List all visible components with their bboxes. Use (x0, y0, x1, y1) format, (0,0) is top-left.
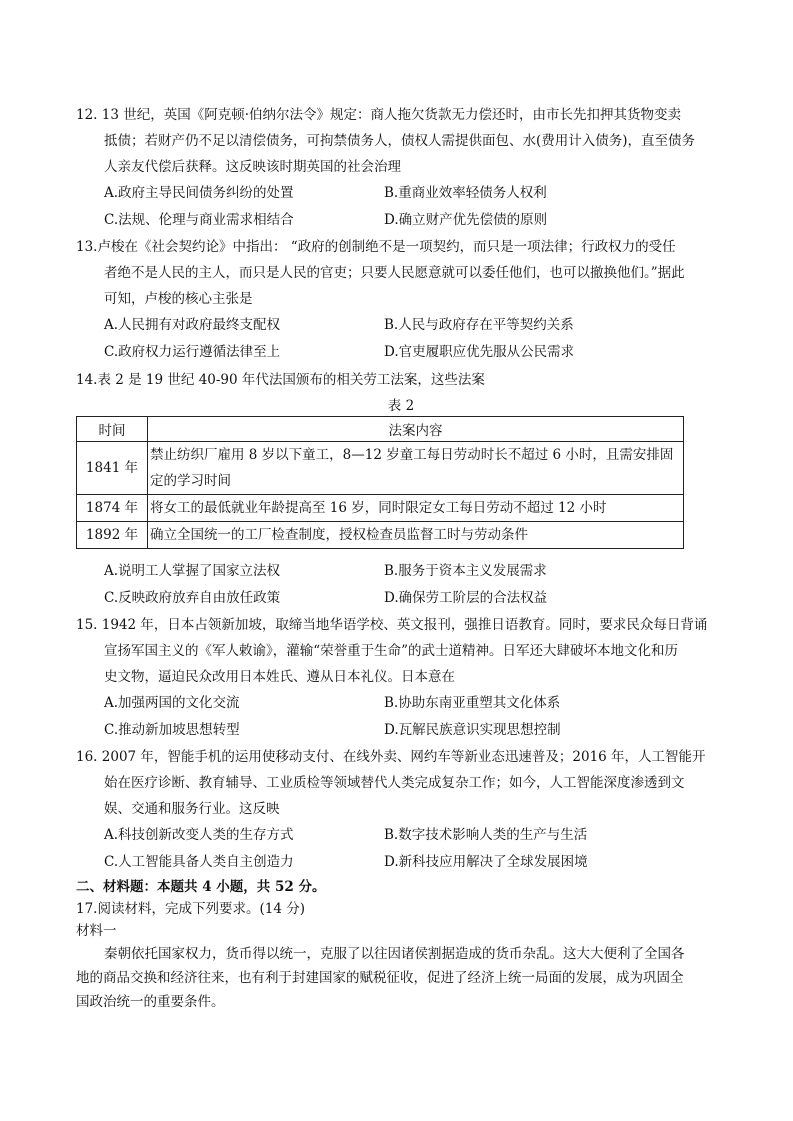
row-content (148, 442, 684, 495)
question-12-options (76, 180, 726, 234)
question-16-stem (76, 744, 726, 822)
table-row (77, 442, 684, 495)
q16-line: 始在医疗诊断、教育辅导、工业质检等领域替代人类完成复杂工作；如今，人工智能深度渗透到文 (104, 775, 685, 791)
option-b[interactable]: B.数字技术影响人类的生产与生活 (384, 827, 588, 843)
row-year: 1874 年 (77, 495, 148, 522)
table-caption: 表 2 (387, 398, 415, 414)
question-16 (76, 744, 726, 876)
section-heading: 二、材料题：本题共 4 小题，共 52 分。 (76, 879, 326, 895)
question-14 (76, 367, 726, 393)
option-a[interactable]: A.说明工人掌握了国家立法权 (104, 563, 281, 579)
q13-line: 13.卢梭在《社会契约论》中指出： “政府的创制绝不是一项契约，而只是一项法律；行政权力的受任 (76, 239, 676, 255)
option-a[interactable]: A.人民拥有对政府最终支配权 (104, 317, 281, 333)
option-a[interactable]: A.政府主导民间债务纠纷的处置 (104, 185, 294, 201)
option-b[interactable]: B.协助东南亚重塑其文化体系 (384, 695, 561, 711)
q13-line: 可知，卢梭的核心主张是 (104, 291, 253, 307)
header-time: 时间 (77, 417, 148, 442)
q12-line: 抵债；若财产仍不足以清偿债务，可拘禁债务人，债权人需提供面包、水(费用计入债务)，直至债务 (104, 133, 696, 149)
table-row (77, 522, 684, 549)
option-c[interactable]: C.反映政府放弃自由放任政策 (104, 590, 281, 606)
row-content: 确立全国统一的工厂检查制度，授权检查员监督工时与劳动条件 (148, 522, 684, 549)
option-b[interactable]: B.重商业效率轻债务人权利 (384, 185, 547, 201)
row-year: 1892 年 (77, 522, 148, 549)
q16-line: 16. 2007 年，智能手机的运用使移动支付、在线外卖、网约车等新业态迅速普及；2016 年，人工智能开 (76, 749, 706, 765)
option-b[interactable]: B.服务于资本主义发展需求 (384, 563, 547, 579)
question-14-options-wrap (76, 558, 726, 612)
q15-line: 15. 1942 年，日本占领新加坡，取缔当地华语学校、英文报刊，强推日语教育。同时，要求民众每日背诵 (76, 617, 708, 633)
table-row (77, 495, 684, 522)
material-paragraph (76, 942, 726, 1014)
row-content: 将女工的最低就业年龄提高至 16 岁，同时限定女工每日劳动不超过 12 小时 (148, 495, 684, 522)
option-d[interactable]: D.官吏履职应优先服从公民需求 (384, 344, 575, 360)
table-header-row (77, 417, 684, 442)
row-content-line: 禁止纺织厂雇用 8 岁以下童工，8—12 岁童工每日劳动时长不超过 6 小时，且需安排固 (150, 447, 674, 463)
option-b[interactable]: B.人民与政府存在平等契约关系 (384, 317, 574, 333)
law-table (76, 416, 684, 549)
option-c[interactable]: C.推动新加坡思想转型 (104, 722, 240, 738)
q15-line: 宣扬军国主义的《军人敕谕》，灌输“荣誉重于生命”的武士道精神。日军还大肆破坏本地文化和历 (104, 643, 679, 659)
option-c[interactable]: C.政府权力运行遵循法律至上 (104, 344, 281, 360)
option-c[interactable]: C.人工智能具备人类自主创造力 (104, 854, 294, 870)
question-14-stem: 14.表 2 是 19 世纪 40-90 年代法国颁布的相关劳工法案，这些法案 (76, 372, 485, 388)
question-12-stem (76, 102, 726, 180)
row-content-line: 定的学习时间 (150, 473, 231, 489)
q12-line: 12. 13 世纪，英国《阿克顿·伯纳尔法令》规定：商人拖欠货款无力偿还时，由市长先扣押其货物变卖 (76, 107, 682, 123)
question-12 (76, 102, 726, 234)
option-d[interactable]: D.瓦解民族意识实现思想控制 (384, 722, 561, 738)
question-15-options (76, 690, 726, 744)
option-d[interactable]: D.确立财产优先偿债的原则 (384, 212, 548, 228)
material-line: 秦朝依托国家权力，货币得以统一，克服了以往因诸侯割据造成的货币杂乱。这大大便利了全国各 (104, 946, 685, 962)
section-2 (76, 876, 726, 1014)
q13-line: 者绝不是人民的主人，而只是人民的官吏；只要人民愿意就可以委任他们，也可以撤换他们。”据此 (104, 265, 685, 281)
material-line: 地的商品交换和经济往来，也有利于封建国家的赋税征收，促进了经济上统一局面的发展，成为巩固全 (76, 970, 684, 986)
material-label: 材料一 (76, 923, 117, 939)
question-15-stem (76, 612, 726, 690)
option-a[interactable]: A.加强两国的文化交流 (104, 695, 240, 711)
question-13-options (76, 312, 726, 366)
option-c[interactable]: C.法规、伦理与商业需求相结合 (104, 212, 294, 228)
question-13 (76, 234, 726, 366)
table-2 (76, 396, 726, 556)
question-16-options (76, 822, 726, 876)
row-year: 1841 年 (77, 442, 148, 495)
question-14-options (76, 558, 726, 612)
q15-line: 史文物，逼迫民众改用日本姓氏、遵从日本礼仪。日本意在 (104, 669, 455, 685)
q16-line: 娱、交通和服务行业。这反映 (104, 801, 280, 817)
option-d[interactable]: D.确保劳工阶层的合法权益 (384, 590, 548, 606)
option-a[interactable]: A.科技创新改变人类的生存方式 (104, 827, 294, 843)
q12-line: 人亲友代偿后获释。这反映该时期英国的社会治理 (104, 159, 401, 175)
header-content: 法案内容 (148, 417, 684, 442)
question-15 (76, 612, 726, 744)
question-17-title: 17.阅读材料，完成下列要求。(14 分) (76, 901, 305, 917)
question-13-stem (76, 234, 726, 312)
option-d[interactable]: D.新科技应用解决了全球发展困境 (384, 854, 588, 870)
material-line: 国政治统一的重要条件。 (76, 994, 225, 1010)
